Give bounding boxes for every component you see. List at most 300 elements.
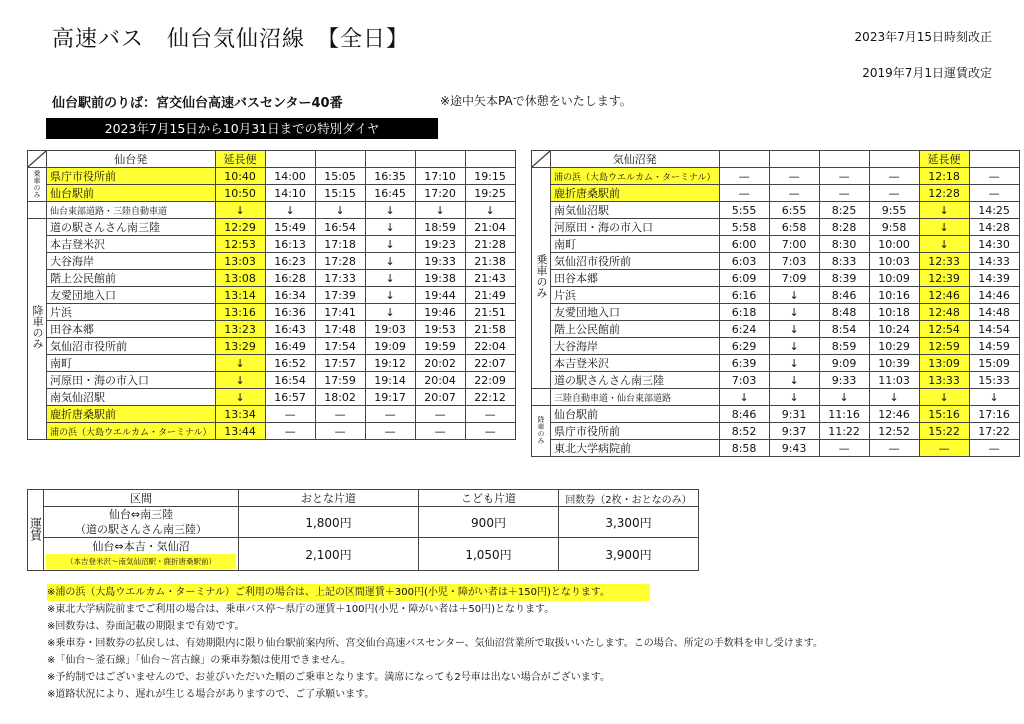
stop-name: 河原田・海の市入口 [551, 219, 720, 236]
fare-table [27, 489, 699, 571]
rest-stop-note: ※途中矢本PAで休憩をいたします。 [440, 94, 632, 108]
fare-section-kesennuma: 仙台⇔本吉・気仙沼 （本吉登米沢～南気仙沼駅・鹿折唐桑駅前） [44, 538, 239, 571]
departure-time: 19:12 [365, 355, 415, 372]
sendai-departure-table [27, 150, 516, 440]
stop-name: 三陸自動車道・仙台東部道路 [551, 389, 720, 406]
extended-time: 15:22 [919, 423, 969, 440]
departure-time: ↓ [769, 287, 819, 304]
departure-time: 19:38 [415, 270, 465, 287]
departure-time: 9:55 [869, 202, 919, 219]
fare-child-1: 900円 [419, 507, 559, 538]
stop-name: 河原田・海の市入口 [47, 372, 216, 389]
departure-time: — [819, 168, 869, 185]
stop-name: 気仙沼市役所前 [47, 338, 216, 355]
extended-time: 12:53 [215, 236, 265, 253]
stop-name: 仙台駅前 [47, 185, 216, 202]
stop-name: 友愛団地入口 [47, 287, 216, 304]
departure-time: ↓ [969, 389, 1019, 406]
extended-time: 12:59 [919, 338, 969, 355]
fare-header-adult: おとな片道 [239, 490, 419, 507]
extended-time: ↓ [215, 372, 265, 389]
stop-name: 友愛団地入口 [551, 304, 720, 321]
table-row [532, 440, 1020, 457]
table-row [532, 202, 1020, 219]
stop-name: 大谷海岸 [47, 253, 216, 270]
table-row [532, 219, 1020, 236]
departure-time: 17:41 [315, 304, 365, 321]
departure-time: 8:28 [819, 219, 869, 236]
departure-time: 8:54 [819, 321, 869, 338]
departure-time: 5:55 [719, 202, 769, 219]
departure-time: — [719, 168, 769, 185]
extended-time: 12:29 [215, 219, 265, 236]
table-row [28, 219, 516, 236]
departure-time: 16:49 [265, 338, 315, 355]
departure-time: 22:07 [465, 355, 515, 372]
table-row [28, 355, 516, 372]
departure-time: 16:54 [315, 219, 365, 236]
departure-time: — [819, 185, 869, 202]
stop-name: 片浜 [551, 287, 720, 304]
departure-time: 16:36 [265, 304, 315, 321]
table-row [28, 321, 516, 338]
extended-time: 13:08 [215, 270, 265, 287]
departure-time: ↓ [819, 389, 869, 406]
departure-time: 10:00 [869, 236, 919, 253]
departure-time: 16:13 [265, 236, 315, 253]
departure-time: 6:58 [769, 219, 819, 236]
extended-time: 10:40 [215, 168, 265, 185]
stop-name: 道の駅さんさん南三陸 [551, 372, 720, 389]
corner-cell [28, 151, 47, 168]
departure-time: 8:30 [819, 236, 869, 253]
departure-time: 11:22 [819, 423, 869, 440]
departure-time: 14:39 [969, 270, 1019, 287]
stop-name: 階上公民館前 [47, 270, 216, 287]
departure-time: 19:03 [365, 321, 415, 338]
departure-time: 14:28 [969, 219, 1019, 236]
extended-time: ↓ [215, 202, 265, 219]
stop-name: 気仙沼市役所前 [551, 253, 720, 270]
departure-time: — [265, 406, 315, 423]
stop-name: 大谷海岸 [551, 338, 720, 355]
spacer-cell [28, 202, 47, 219]
departure-time: 14:25 [969, 202, 1019, 219]
departure-time: 8:46 [819, 287, 869, 304]
fare-header-child: こども片道 [419, 490, 559, 507]
extended-time: 13:34 [215, 406, 265, 423]
departure-time: — [769, 168, 819, 185]
departure-time: 16:57 [265, 389, 315, 406]
stop-name: 浦の浜（大島ウエルカム・ターミナル） [47, 423, 216, 440]
departure-time: 9:37 [769, 423, 819, 440]
extended-time: 13:03 [215, 253, 265, 270]
stop-name: 田谷本郷 [551, 270, 720, 287]
departure-time: ↓ [769, 338, 819, 355]
departure-time: — [415, 406, 465, 423]
fare-revision-date: 2019年7月1日運賃改定 [862, 66, 992, 80]
note-item: ※回数券は、券面記載の期限まで有効です。 [47, 621, 245, 632]
departure-time: 14:00 [265, 168, 315, 185]
departure-time: — [819, 440, 869, 457]
departure-time: 15:05 [315, 168, 365, 185]
departure-time: 6:39 [719, 355, 769, 372]
departure-time: — [315, 423, 365, 440]
extended-time: 13:14 [215, 287, 265, 304]
stop-name: 鹿折唐桑駅前 [551, 185, 720, 202]
table-row [532, 338, 1020, 355]
table-row [28, 253, 516, 270]
departure-time: — [265, 423, 315, 440]
stop-name: 仙台駅前 [551, 406, 720, 423]
departure-time: 10:03 [869, 253, 919, 270]
departure-time: 16:34 [265, 287, 315, 304]
departure-time: 7:09 [769, 270, 819, 287]
departure-time: 20:04 [415, 372, 465, 389]
departure-time: 21:49 [465, 287, 515, 304]
departure-time: ↓ [769, 372, 819, 389]
extended-time: ↓ [215, 355, 265, 372]
departure-time: 17:54 [315, 338, 365, 355]
departure-time: 11:16 [819, 406, 869, 423]
departure-time: 17:28 [315, 253, 365, 270]
note-item: ※浦の浜（大島ウエルカム・ターミナル）ご利用の場合は、上記の区間運賃＋300円(小児・障がい者は＋150円)となります。 [47, 584, 823, 601]
departure-time: 21:38 [465, 253, 515, 270]
departure-time: 22:09 [465, 372, 515, 389]
departure-time: 17:33 [315, 270, 365, 287]
departure-time: 10:16 [869, 287, 919, 304]
alighting-only-label: 降車のみ [28, 219, 47, 440]
departure-time: 11:03 [869, 372, 919, 389]
table-row [532, 423, 1020, 440]
table-row [532, 355, 1020, 372]
departure-time: ↓ [869, 389, 919, 406]
departure-time: 8:33 [819, 253, 869, 270]
departure-time: ↓ [719, 389, 769, 406]
table-row [532, 185, 1020, 202]
departure-time: 21:28 [465, 236, 515, 253]
departure-time: ↓ [365, 287, 415, 304]
departure-time: 5:58 [719, 219, 769, 236]
departure-time: ↓ [365, 270, 415, 287]
departure-time: 19:15 [465, 168, 515, 185]
departure-time: 8:59 [819, 338, 869, 355]
departure-time: — [415, 423, 465, 440]
departure-time: 10:24 [869, 321, 919, 338]
departure-time: 12:52 [869, 423, 919, 440]
departure-time: 15:15 [315, 185, 365, 202]
departure-time: 16:43 [265, 321, 315, 338]
fare-child-2: 1,050円 [419, 538, 559, 571]
departure-time: 17:10 [415, 168, 465, 185]
departure-time: — [365, 423, 415, 440]
table-row [532, 168, 1020, 185]
departure-time: 19:46 [415, 304, 465, 321]
departure-time: 6:55 [769, 202, 819, 219]
departure-time: — [365, 406, 415, 423]
table-row [28, 423, 516, 440]
table-row [28, 304, 516, 321]
departure-time: 17:39 [315, 287, 365, 304]
departure-time: — [465, 406, 515, 423]
extended-time: 13:44 [215, 423, 265, 440]
extended-time: 15:16 [919, 406, 969, 423]
departure-time: 8:58 [719, 440, 769, 457]
departure-time: ↓ [265, 202, 315, 219]
fare-coupon-1: 3,300円 [559, 507, 699, 538]
departure-time: 6:00 [719, 236, 769, 253]
boarding-only-label: 乗車のみ [532, 168, 551, 389]
stop-name: 片浜 [47, 304, 216, 321]
direction-header: 気仙沼発 [551, 151, 720, 168]
departure-time: 18:02 [315, 389, 365, 406]
stop-name: 道の駅さんさん南三陸 [47, 219, 216, 236]
departure-time: 6:18 [719, 304, 769, 321]
departure-time: 10:39 [869, 355, 919, 372]
note-item: ※乗車券・回数券の払戻しは、有効期限内に限り仙台駅前案内所、宮交仙台高速バスセンター、気仙沼営業所で取扱いいたします。この場合、所定の手数料を申し受けます。 [47, 638, 823, 649]
departure-time: 14:46 [969, 287, 1019, 304]
stop-name: 本吉登米沢 [551, 355, 720, 372]
departure-time: 17:16 [969, 406, 1019, 423]
departure-time: 8:39 [819, 270, 869, 287]
departure-time: 7:00 [769, 236, 819, 253]
stop-name: 東北大学病院前 [551, 440, 720, 457]
departure-time: 9:31 [769, 406, 819, 423]
departure-time: ↓ [769, 389, 819, 406]
departure-time: 14:10 [265, 185, 315, 202]
departure-time: 18:59 [415, 219, 465, 236]
extended-time: 13:09 [919, 355, 969, 372]
departure-time: 10:18 [869, 304, 919, 321]
extended-time: 12:54 [919, 321, 969, 338]
extended-time: ↓ [919, 236, 969, 253]
departure-time: 10:29 [869, 338, 919, 355]
table-row [532, 253, 1020, 270]
departure-time: — [769, 185, 819, 202]
departure-time: — [869, 168, 919, 185]
departure-time: 9:43 [769, 440, 819, 457]
extended-service-header: 延長便 [215, 151, 265, 168]
table-row [532, 236, 1020, 253]
special-schedule-banner: 2023年7月15日から10月31日までの特別ダイヤ [46, 118, 438, 139]
departure-time: 17:57 [315, 355, 365, 372]
departure-time: 15:49 [265, 219, 315, 236]
departure-time: 19:25 [465, 185, 515, 202]
departure-time: ↓ [365, 253, 415, 270]
departure-time: 6:29 [719, 338, 769, 355]
boarding-only-label: 乗車のみ [28, 168, 47, 202]
table-row [28, 287, 516, 304]
departure-time: 20:07 [415, 389, 465, 406]
departure-time: ↓ [415, 202, 465, 219]
timetable-revision-date: 2023年7月15日時刻改正 [854, 30, 992, 44]
departure-time: 19:23 [415, 236, 465, 253]
departure-time: 19:53 [415, 321, 465, 338]
notes-list [47, 584, 823, 703]
table-row [28, 406, 516, 423]
departure-time: 16:54 [265, 372, 315, 389]
departure-time: 16:35 [365, 168, 415, 185]
departure-time: 15:33 [969, 372, 1019, 389]
departure-time: 10:09 [869, 270, 919, 287]
kesennuma-departure-table [531, 150, 1020, 457]
stop-name: 県庁市役所前 [47, 168, 216, 185]
departure-time: 6:24 [719, 321, 769, 338]
table-row [532, 389, 1020, 406]
departure-time: 14:59 [969, 338, 1019, 355]
departure-time: 16:52 [265, 355, 315, 372]
fare-coupon-2: 3,900円 [559, 538, 699, 571]
note-item: ※東北大学病院前までご利用の場合は、乗車バス停～県庁の運賃＋100円(小児・障がい者は＋50円)となります。 [47, 604, 555, 615]
departure-time: 19:14 [365, 372, 415, 389]
departure-time: ↓ [769, 355, 819, 372]
table-row [28, 185, 516, 202]
stop-name: 仙台東部道路・三陸自動車道 [47, 202, 216, 219]
extended-time: 10:50 [215, 185, 265, 202]
departure-time: 6:16 [719, 287, 769, 304]
extended-time: 12:28 [919, 185, 969, 202]
departure-time: 14:33 [969, 253, 1019, 270]
departure-time: 16:28 [265, 270, 315, 287]
departure-time: 20:02 [415, 355, 465, 372]
departure-time: 17:22 [969, 423, 1019, 440]
table-row [532, 304, 1020, 321]
table-row [28, 202, 516, 219]
departure-time: 8:25 [819, 202, 869, 219]
extended-service-header: 延長便 [919, 151, 969, 168]
extended-time: 13:23 [215, 321, 265, 338]
stop-name: 県庁市役所前 [551, 423, 720, 440]
departure-time: ↓ [365, 304, 415, 321]
departure-time: ↓ [315, 202, 365, 219]
departure-time: 19:09 [365, 338, 415, 355]
departure-time: 21:51 [465, 304, 515, 321]
table-row [28, 389, 516, 406]
departure-time: 15:09 [969, 355, 1019, 372]
departure-time: — [869, 185, 919, 202]
departure-time: ↓ [365, 236, 415, 253]
note-item: ※予約制ではございませんので、お並びいただいた順のご乗車となります。満席になっても2号車は出ない場合がございます。 [47, 672, 610, 683]
departure-time: 19:33 [415, 253, 465, 270]
departure-time: 16:23 [265, 253, 315, 270]
departure-time: 16:45 [365, 185, 415, 202]
departure-time: 7:03 [769, 253, 819, 270]
departure-time: 17:18 [315, 236, 365, 253]
departure-time: — [869, 440, 919, 457]
departure-time: ↓ [465, 202, 515, 219]
departure-time: 6:09 [719, 270, 769, 287]
extended-time: ↓ [215, 389, 265, 406]
departure-time: 12:46 [869, 406, 919, 423]
departure-time: 22:12 [465, 389, 515, 406]
note-item: ※道路状況により、遅れが生じる場合がありますので、ご了承願います。 [47, 689, 375, 700]
fare-side-label: 運賃 [28, 490, 44, 571]
table-row [28, 236, 516, 253]
extended-time: 12:48 [919, 304, 969, 321]
departure-time: 9:33 [819, 372, 869, 389]
stop-name: 南気仙沼駅 [551, 202, 720, 219]
page-title: 高速バス 仙台気仙沼線 【全日】 [52, 27, 410, 52]
extended-time: 12:39 [919, 270, 969, 287]
departure-time: — [465, 423, 515, 440]
departure-time: 9:58 [869, 219, 919, 236]
extended-time: 12:33 [919, 253, 969, 270]
fare-header-section: 区間 [44, 490, 239, 507]
departure-time: 9:09 [819, 355, 869, 372]
departure-time: 14:30 [969, 236, 1019, 253]
departure-time: 14:48 [969, 304, 1019, 321]
alighting-only-label: 降車のみ [532, 406, 551, 457]
spacer-cell [532, 389, 551, 406]
departure-time: 17:20 [415, 185, 465, 202]
stop-name: 南町 [551, 236, 720, 253]
departure-time: ↓ [769, 304, 819, 321]
table-row [28, 338, 516, 355]
departure-time: 8:52 [719, 423, 769, 440]
table-row [532, 406, 1020, 423]
extended-time: 12:46 [919, 287, 969, 304]
table-row [28, 372, 516, 389]
departure-time: 19:44 [415, 287, 465, 304]
table-row [532, 270, 1020, 287]
stop-name: 階上公民館前 [551, 321, 720, 338]
departure-time: 22:04 [465, 338, 515, 355]
departure-time: 8:48 [819, 304, 869, 321]
fare-adult-2: 2,100円 [239, 538, 419, 571]
table-row [532, 287, 1020, 304]
fare-header-coupon: 回数券（2枚・おとなのみ） [559, 490, 699, 507]
boarding-stop-label: 仙台駅前のりば：宮交仙台高速バスセンター40番 [52, 96, 343, 111]
table-row [532, 321, 1020, 338]
extended-time: ↓ [919, 389, 969, 406]
fare-adult-1: 1,800円 [239, 507, 419, 538]
stop-name: 南町 [47, 355, 216, 372]
extended-time: 13:16 [215, 304, 265, 321]
departure-time: 14:54 [969, 321, 1019, 338]
extended-time: 12:18 [919, 168, 969, 185]
corner-cell [532, 151, 551, 168]
extended-time: ↓ [919, 202, 969, 219]
departure-time: — [315, 406, 365, 423]
departure-time: 6:03 [719, 253, 769, 270]
departure-time: 17:59 [315, 372, 365, 389]
departure-time: — [969, 440, 1019, 457]
departure-time: ↓ [365, 219, 415, 236]
extended-time: ↓ [919, 219, 969, 236]
stop-name: 浦の浜（大島ウエルカム・ターミナル） [551, 168, 720, 185]
departure-time: ↓ [769, 321, 819, 338]
departure-time: 8:46 [719, 406, 769, 423]
table-row [532, 372, 1020, 389]
departure-time: 21:58 [465, 321, 515, 338]
departure-time: 19:59 [415, 338, 465, 355]
departure-time: ↓ [365, 202, 415, 219]
departure-time: — [969, 168, 1019, 185]
table-row [28, 168, 516, 185]
departure-time: 21:43 [465, 270, 515, 287]
extended-time: — [919, 440, 969, 457]
stop-name: 南気仙沼駅 [47, 389, 216, 406]
extended-time: 13:29 [215, 338, 265, 355]
departure-time: 7:03 [719, 372, 769, 389]
stop-name: 田谷本郷 [47, 321, 216, 338]
fare-section-minamisanriku: 仙台⇔南三陸 （道の駅さんさん南三陸） [44, 507, 239, 538]
note-item: ※「仙台～釜石線」「仙台～宮古線」の乗車券類は使用できません。 [47, 655, 351, 666]
extended-time: 13:33 [919, 372, 969, 389]
departure-time: — [719, 185, 769, 202]
departure-time: 17:48 [315, 321, 365, 338]
stop-name: 本吉登米沢 [47, 236, 216, 253]
